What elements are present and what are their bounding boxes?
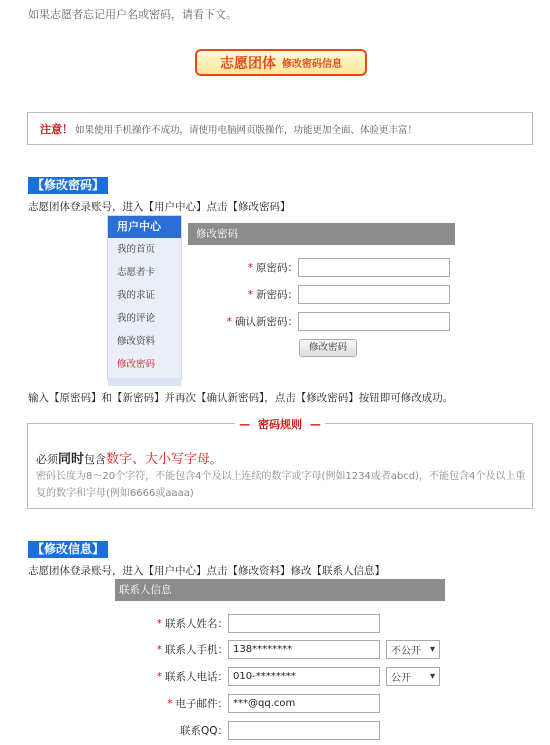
sidebar-head: 用户中心 [108, 216, 181, 238]
rules-line-2: 密码长度为8～20个字符，不能包含4个及以上连续的数字或字母(例如1234或者abcd)，不能包含4个及以上重复的数字和字母(例如6666或aaaa) [36, 471, 526, 499]
old-password-input[interactable] [298, 258, 450, 277]
notice-box [27, 112, 533, 145]
old-password-row: * 原密码： [200, 258, 450, 277]
intro-text: 如果志愿者忘记用户名或密码，请看下文。 [28, 8, 237, 21]
user-center-sidebar [107, 215, 182, 380]
confirm-password-input[interactable] [298, 312, 450, 331]
mobile-visibility-select[interactable]: 不公开 ▾ [386, 640, 440, 659]
contact-panel-title: 联系人信息 [115, 579, 445, 601]
notice-label: 注意！ [40, 122, 73, 136]
change-password-button[interactable]: 修改密码 [299, 339, 357, 357]
info-section-title: 【修改信息】 [28, 541, 108, 558]
new-password-label: 新密码： [256, 289, 298, 301]
sidebar-item-edit-profile[interactable]: 修改资料 [117, 336, 156, 347]
badge-main: 志愿团体 [220, 55, 276, 72]
sidebar-item-home[interactable]: 我的首页 [117, 244, 156, 255]
sidebar-item-comments[interactable]: 我的评论 [117, 313, 156, 324]
chevron-down-icon: ▾ [429, 671, 435, 682]
contact-name-row: * 联系人姓名： [130, 614, 380, 633]
sidebar-item-card[interactable]: 志愿者卡 [117, 267, 156, 278]
chevron-down-icon: ▾ [429, 644, 435, 655]
contact-phone-row: * 联系人电话： 010-******** 公开 ▾ [130, 667, 440, 686]
email-input[interactable] [228, 694, 380, 713]
qq-input[interactable] [228, 721, 380, 740]
password-rules-legend: — 密码规则 — [235, 418, 325, 431]
confirm-password-row: * 确认新密码： [200, 312, 450, 331]
qq-label: 联系QQ： [179, 725, 228, 737]
info-section-desc: 志愿团体登录账号，进入【用户中心】点击【修改资料】修改【联系人信息】 [28, 565, 385, 577]
password-after-text: 输入【原密码】和【新密码】并再次【确认新密码】，点击【修改密码】按钮即可修改成功。 [28, 392, 454, 404]
contact-name-input[interactable] [228, 614, 380, 633]
rules-line-1: 必须同时包含数字、大小写字母。 [36, 452, 222, 467]
email-label: 电子邮件： [175, 698, 228, 710]
contact-mobile-label: 联系人手机： [165, 644, 228, 656]
contact-mobile-input[interactable] [228, 640, 380, 659]
new-password-row: * 新密码： [200, 285, 450, 304]
contact-phone-input[interactable] [228, 667, 380, 686]
qq-row [130, 721, 380, 740]
email-row: * 电子邮件： ***@qq.com [130, 694, 380, 713]
contact-mobile-row: * 联系人手机： 138******** 不公开 ▾ [130, 640, 440, 659]
section-badge [195, 49, 367, 76]
password-rules-box [27, 418, 533, 509]
password-section-title: 【修改密码】 [28, 177, 108, 194]
sidebar-item-verify[interactable]: 我的求证 [117, 290, 156, 301]
contact-name-label: 联系人姓名： [165, 618, 228, 630]
badge-sub: 修改密码信息 [282, 59, 342, 70]
phone-visibility-select[interactable]: 公开 ▾ [386, 667, 440, 686]
contact-phone-label: 联系人电话： [165, 671, 228, 683]
notice-text: 如果使用手机操作不成功，请使用电脑网页版操作，功能更加全面、体验更丰富！ [75, 124, 418, 136]
password-panel-title: 修改密码 [188, 223, 455, 245]
confirm-password-label: 确认新密码： [235, 316, 298, 328]
sidebar-item-change-password[interactable]: 修改密码 [117, 359, 156, 370]
password-section-desc: 志愿团体登录账号，进入【用户中心】点击【修改密码】 [28, 201, 291, 213]
sidebar-more [108, 378, 181, 386]
new-password-input[interactable] [298, 285, 450, 304]
old-password-label: 原密码： [256, 262, 298, 274]
